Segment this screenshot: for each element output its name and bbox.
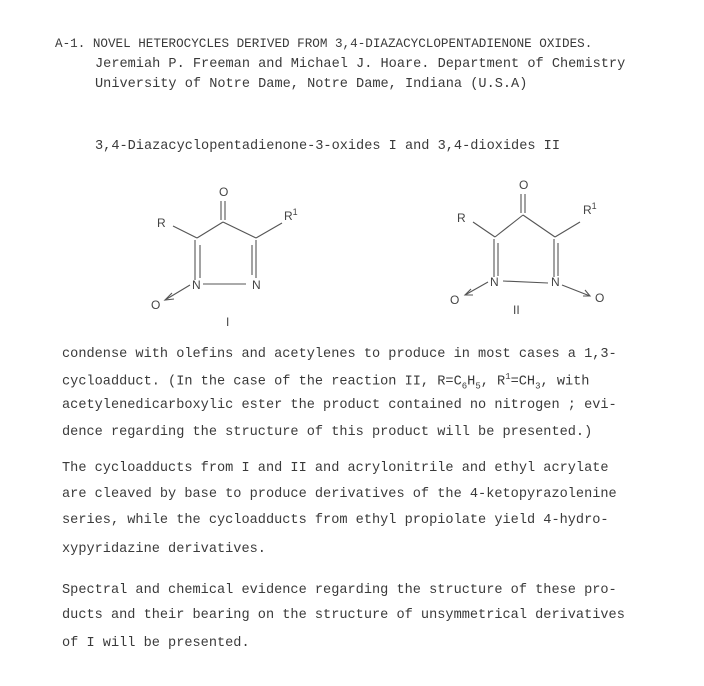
text-line: The cycloadducts from I and II and acrylonitrile and ethyl acrylate [62,461,609,476]
atom-n2: N [551,275,560,289]
text-line: Spectral and chemical evidence regarding the structure of these pro- [62,583,617,598]
subtitle: 3,4-Diazacyclopentadienone-3-oxides I and 3,4-dioxides II [95,139,560,154]
text-line: cycloadduct. (In the case of the reaction II, $R=C_6H_5$, $R^1=CH_3$, with [62,372,590,392]
text-line: of I will be presented. [62,636,250,651]
abstract-title: A-1. NOVEL HETEROCYCLES DERIVED FROM 3,4-DIAZACYCLOPENTADIENONE OXIDES. [55,36,593,51]
atom-r: R [457,211,466,225]
atom-o-right: O [595,291,605,305]
atom-r1: $R^1$ [583,201,597,217]
text-line: acetylenedicarboxylic ester the product contained no nitrogen ; evi- [62,398,617,413]
text-line: xypyridazine derivatives. [62,542,266,557]
text-line: are cleaved by base to produce derivatives of the 4-ketopyrazolenine [62,487,617,502]
authors: Jeremiah P. Freeman and Michael J. Hoare. Department of Chemistry [95,57,626,72]
affiliation: University of Notre Dame, Notre Dame, Indiana (U.S.A) [95,77,528,92]
text-line: dence regarding the structure of this product will be presented.) [62,425,593,440]
atom-o-top: O [219,185,229,199]
structure-II [450,178,604,317]
atom-r: R [157,216,166,230]
text-line: condense with olefins and acetylenes to produce in most cases a 1,3- [62,347,617,362]
text-line: ducts and their bearing on the structure of unsymmetrical derivatives [62,608,625,623]
text-line: series, while the cycloadducts from ethyl propiolate yield 4-hydro- [62,513,609,528]
atom-o-arrow: O [151,298,161,312]
structure-label-I: I [226,315,230,329]
atom-n2: N [252,278,261,292]
atom-o-top: O [519,178,529,192]
atom-r1: $R^1$ [284,207,298,223]
structure-I [151,185,298,329]
chemical-structures [0,0,704,340]
atom-o-left: O [450,293,460,307]
atom-n1: N [192,278,201,292]
structure-label-II: II [513,303,520,317]
atom-n1: N [490,275,499,289]
